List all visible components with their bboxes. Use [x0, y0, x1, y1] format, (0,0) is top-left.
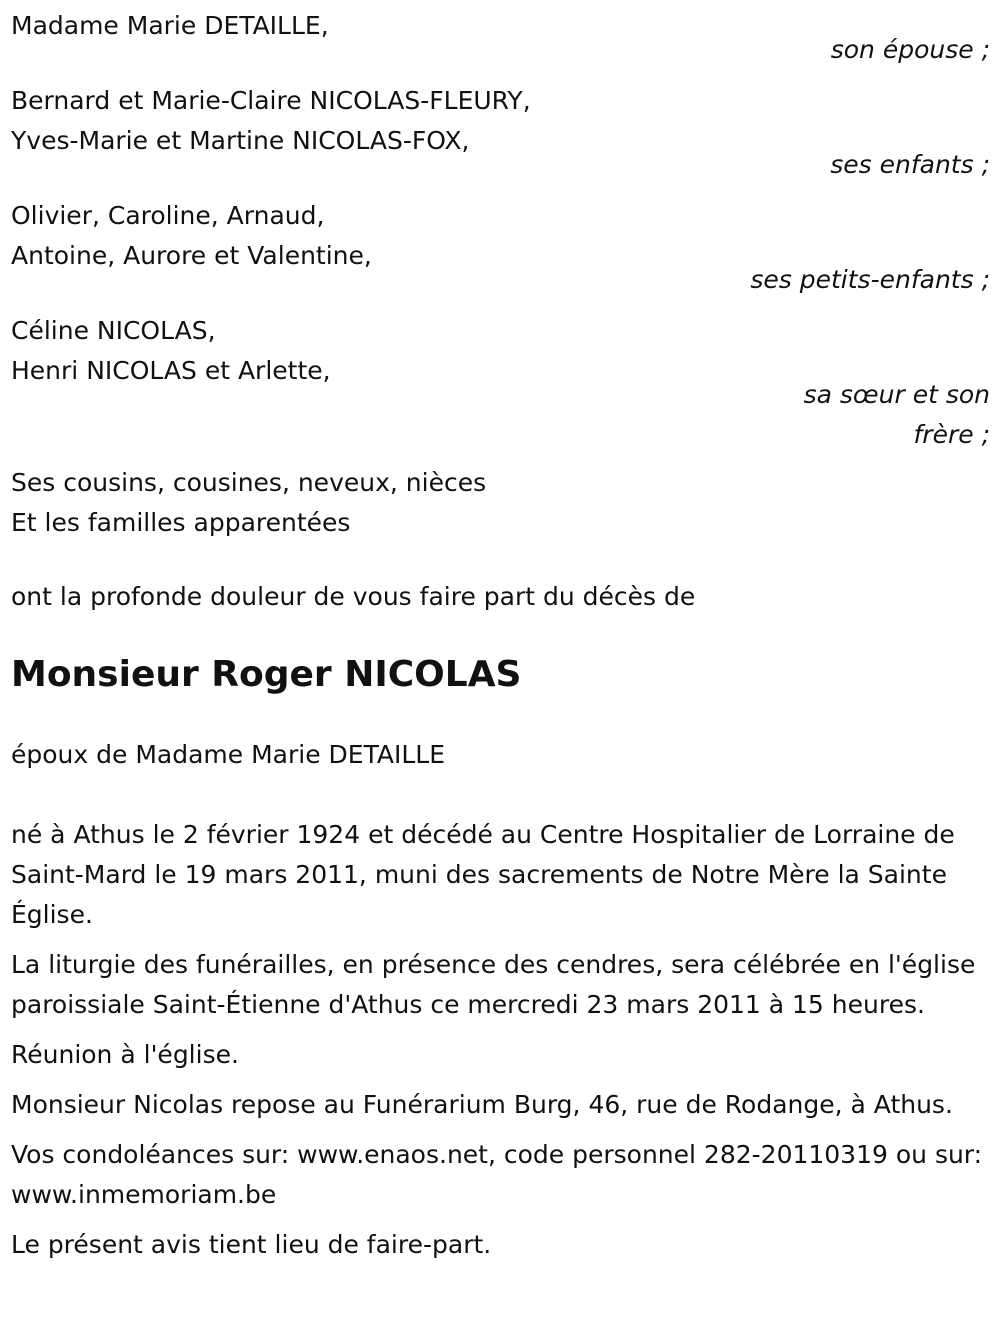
- announcement: ont la profonde douleur de vous faire part du décès de: [11, 582, 696, 611]
- closing-paragraph: Le présent avis tient lieu de faire-part.: [11, 1230, 492, 1259]
- funeral-paragraph: La liturgie des funérailles, en présence des cendres, sera célébrée en l'église paroissiale Saint-Étienne d'Athus ce mercredi 23 mars 2011 à 15 heures.: [11, 950, 976, 1019]
- family-name-line: Henri NICOLAS et Arlette,: [11, 356, 331, 385]
- extended-family: [11, 463, 990, 543]
- family-group-children: [11, 81, 990, 185]
- spouse-line: époux de Madame Marie DETAILLE: [11, 740, 446, 769]
- family-group-siblings: [11, 311, 990, 455]
- family-role-line: frère ;: [913, 420, 990, 449]
- family-name-line: Antoine, Aurore et Valentine,: [11, 241, 372, 270]
- family-role-line: ses petits-enfants ;: [750, 265, 990, 294]
- family-role-line: ses enfants ;: [830, 150, 990, 179]
- condolences-paragraph: Vos condoléances sur: www.enaos.net, code personnel 282-20110319 ou sur: www.inmemoriam.be: [11, 1140, 983, 1209]
- extended-family-line: Et les familles apparentées: [11, 508, 351, 537]
- family-group-grandchildren: [11, 196, 990, 300]
- family-role-line: son épouse ;: [830, 35, 990, 64]
- extended-family-line: Ses cousins, cousines, neveux, nièces: [11, 468, 487, 497]
- birth-death-paragraph: né à Athus le 2 février 1924 et décédé au Centre Hospitalier de Lorraine de Saint-Mard le 19 mars 2011, muni des sacrements de Notre Mère la Sainte Église.: [11, 820, 955, 929]
- family-role-line: sa sœur et son: [803, 380, 990, 409]
- family-name-line: Céline NICOLAS,: [11, 316, 216, 345]
- family-group-spouse: [11, 6, 990, 70]
- family-name-line: Bernard et Marie-Claire NICOLAS-FLEURY,: [11, 86, 531, 115]
- family-name-line: Madame Marie DETAILLE,: [11, 11, 329, 40]
- family-name-line: Yves-Marie et Martine NICOLAS-FOX,: [11, 126, 470, 155]
- gathering-paragraph: Réunion à l'église.: [11, 1040, 239, 1069]
- deceased-name: Monsieur Roger NICOLAS: [11, 654, 522, 695]
- family-name-line: Olivier, Caroline, Arnaud,: [11, 201, 325, 230]
- repose-paragraph: Monsieur Nicolas repose au Funérarium Burg, 46, rue de Rodange, à Athus.: [11, 1090, 953, 1119]
